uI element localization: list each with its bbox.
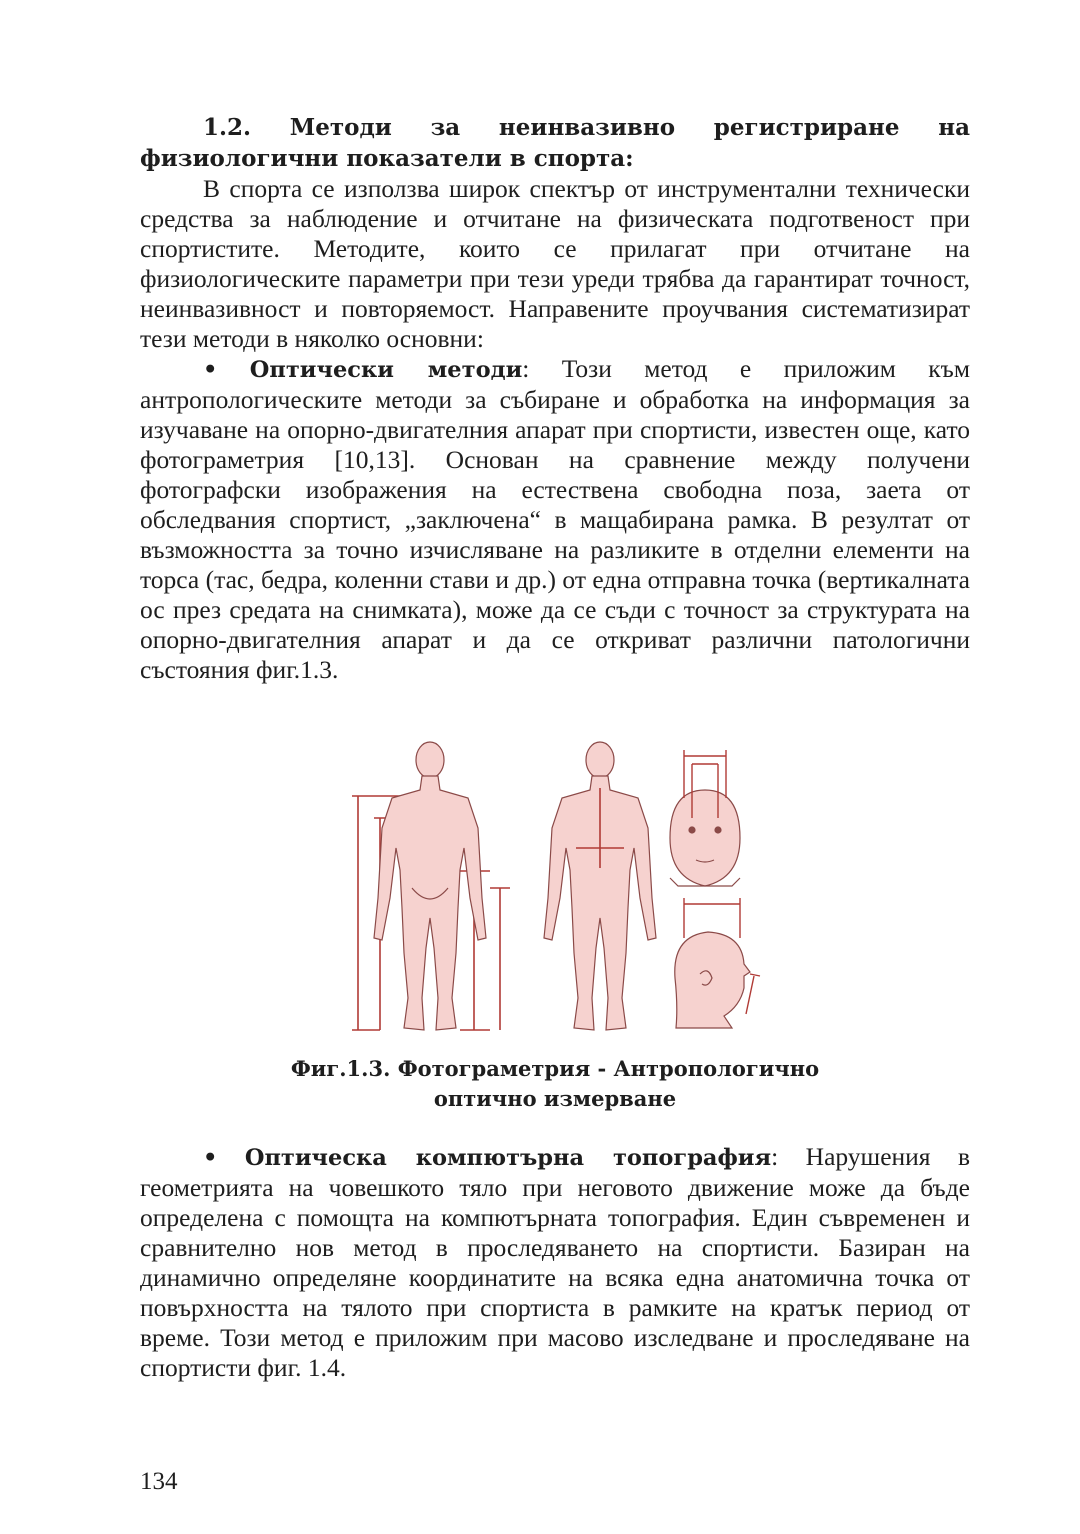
topography-text: : Нарушения в геометрията на човешкото тяло при неговото движение може да бъде определена с помощта на компютърната топография. Един съвременен и сравнително нов метод в проследяването на спортисти. Базиран на динамично определяне координатите на всяка една анатомична точка от повърхността на тялото при спортиста в рамките на кратък период от време. Този метод е приложим при масово изследване и проследяване на спортисти фиг. 1.4.: [140, 1142, 971, 1382]
optical-bullet: •: [203, 357, 218, 383]
optical-methods-term: Оптически методи: [249, 357, 523, 383]
page-body: [140, 112, 970, 685]
topography-bullet: •: [203, 1145, 218, 1171]
optical-methods-paragraph: [140, 354, 970, 685]
figure-caption: [140, 1054, 970, 1114]
head-front-icon: [670, 790, 740, 886]
topography-section: [140, 1142, 970, 1383]
body-back-view-icon: [374, 742, 486, 1030]
caption-line-1: Фиг.1.3. Фотограметрия - Антропологично: [290, 1056, 820, 1081]
topography-term: Оптическа компютърна топография: [244, 1145, 772, 1171]
caption-line-2: оптично измерване: [433, 1086, 677, 1111]
optical-methods-text: : Този метод е приложим към антропологическите методи за събиране и обработка на информация за изучаване на опорно-двигателния апарат при спортисти, известен още, като фотограметрия [10,13]. Основан на сравнение между получени фотографски изображения на естествена свободна поза, заета от обследвания спортист, „заключена“ в мащабирана рамка. В резултат от възможността за точно изчисляване на разликите в отделни елементи на торса (тас, бедра, коленни стави и др.) от една отправна точка (вертикалната ос през средата на снимката), може да се съди с точност за структурата на опорно-двигателния апарат и да се откриват различни патологични състояния фиг.1.3.: [140, 354, 971, 684]
page-number: 134: [140, 1468, 178, 1495]
section-heading: 1.2. Методи за неинвазивно регистриране на физиологични показатели в спорта:: [140, 114, 970, 172]
body-spine-view-icon: [544, 742, 656, 1030]
head-profile-icon: [675, 932, 750, 1028]
photogrammetry-figure: [340, 738, 780, 1038]
topography-paragraph: [140, 1142, 970, 1383]
intro-paragraph: В спорта се използва широк спектър от инструментални технически средства за наблюдение и отчитане на физическата подготвеност при спортистите. Методите, които се прилагат при отчитане на физиологическите параметри при тези уреди трябва да гарантират точност, неинвазивност и повторяемост. Направените проучвания систематизират тези методи в няколко основни:: [140, 174, 970, 353]
